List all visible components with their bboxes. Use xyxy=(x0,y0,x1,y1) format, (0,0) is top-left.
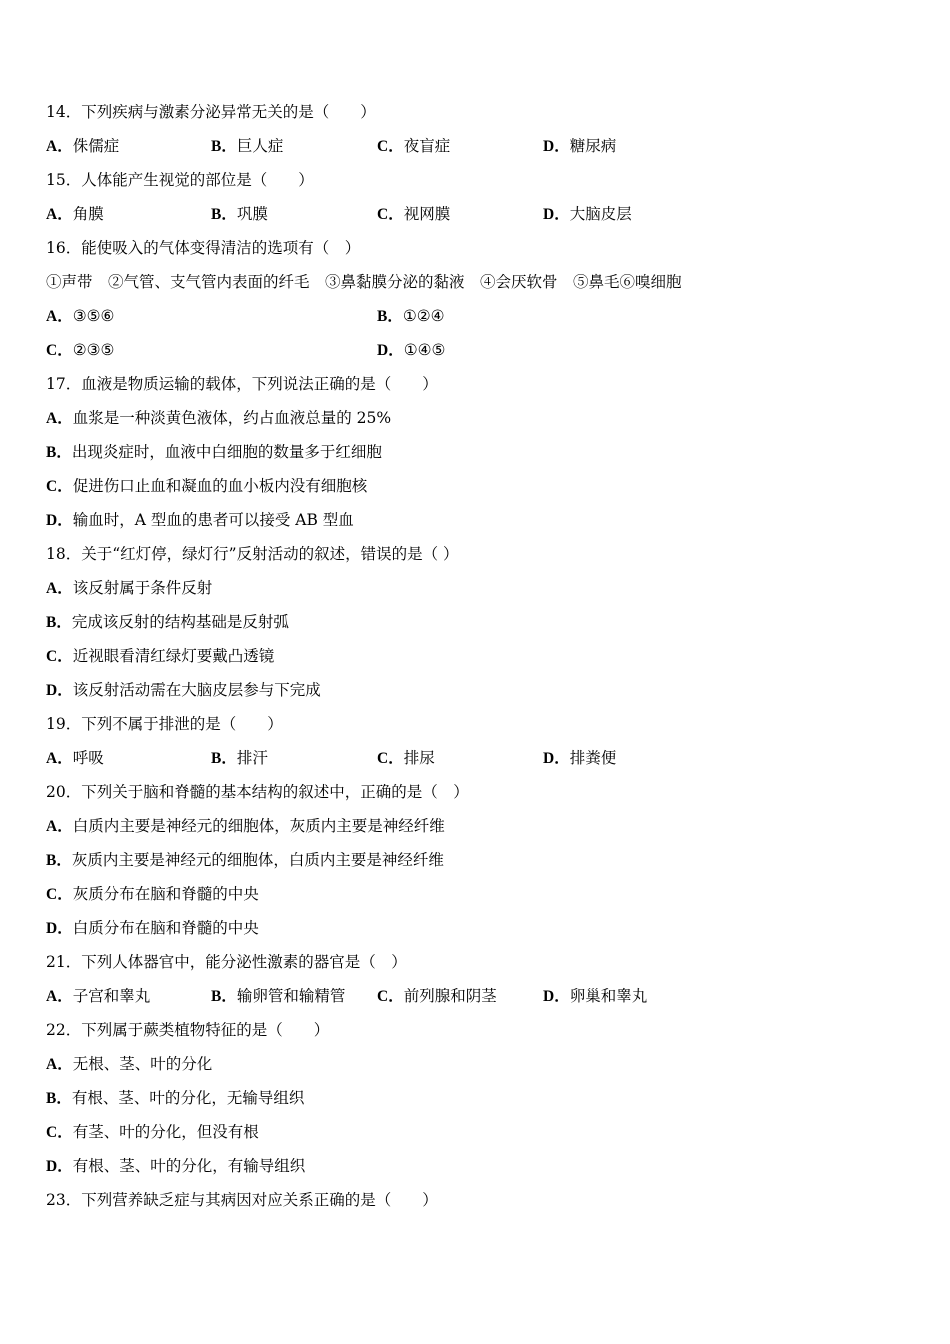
option-d: D．白质分布在脑和脊髓的中央 xyxy=(46,919,259,937)
question-21-stem: 21．下列人体器官中，能分泌性激素的器官是（ ） xyxy=(46,953,407,971)
question-22-stem: 22．下列属于蕨类植物特征的是（ ） xyxy=(46,1021,330,1039)
option-b: B．完成该反射的结构基础是反射弧 xyxy=(46,613,289,631)
question-16-items: ①声带 ②气管、支气管内表面的纤毛 ③鼻黏膜分泌的黏液 ④会厌软骨 ⑤鼻毛⑥嗅细胞 xyxy=(46,273,682,291)
option-d: D．卵巢和睾丸 xyxy=(543,987,648,1005)
question-19-stem: 19．下列不属于排泄的是（ ） xyxy=(46,715,283,733)
option-d: D．①④⑤ xyxy=(377,341,446,359)
option-d: D．该反射活动需在大脑皮层参与下完成 xyxy=(46,681,321,699)
option-a: A．呼吸 xyxy=(46,749,104,767)
option-d: D．糖尿病 xyxy=(543,137,617,155)
option-a: A．③⑤⑥ xyxy=(46,307,115,325)
option-a: A．侏儒症 xyxy=(46,137,120,155)
question-20-stem: 20．下列关于脑和脊髓的基本结构的叙述中，正确的是（ ） xyxy=(46,783,469,801)
question-23-stem: 23．下列营养缺乏症与其病因对应关系正确的是（ ） xyxy=(46,1191,438,1209)
option-c: C．促进伤口止血和凝血的血小板内没有细胞核 xyxy=(46,477,368,495)
question-15-stem: 15．人体能产生视觉的部位是（ ） xyxy=(46,171,314,189)
option-a: A．血浆是一种淡黄色液体，约占血液总量的 25% xyxy=(46,409,392,427)
option-b: B．有根、茎、叶的分化，无输导组织 xyxy=(46,1089,305,1107)
option-b: B．出现炎症时，血液中白细胞的数量多于红细胞 xyxy=(46,443,382,461)
option-b: B．排汗 xyxy=(211,749,268,767)
option-c: C．排尿 xyxy=(377,749,435,767)
option-c: C．前列腺和阴茎 xyxy=(377,987,497,1005)
option-b: B．巨人症 xyxy=(211,137,284,155)
option-b: B．输卵管和输精管 xyxy=(211,987,346,1005)
question-17-stem: 17．血液是物质运输的载体，下列说法正确的是（ ） xyxy=(46,375,438,393)
option-a: A．角膜 xyxy=(46,205,104,223)
option-a: A．该反射属于条件反射 xyxy=(46,579,213,597)
option-a: A．子宫和睾丸 xyxy=(46,987,151,1005)
option-c: C．有茎、叶的分化，但没有根 xyxy=(46,1123,259,1141)
option-c: C．灰质分布在脑和脊髓的中央 xyxy=(46,885,259,903)
question-16-stem: 16．能使吸入的气体变得清洁的选项有（ ） xyxy=(46,239,361,257)
question-18-stem: 18．关于“红灯停，绿灯行”反射活动的叙述，错误的是（ ） xyxy=(46,545,459,563)
option-b: B．灰质内主要是神经元的细胞体，白质内主要是神经纤维 xyxy=(46,851,444,869)
option-d: D．排粪便 xyxy=(543,749,617,767)
question-14-stem: 14．下列疾病与激素分泌异常无关的是（ ） xyxy=(46,103,376,121)
option-c: C．②③⑤ xyxy=(46,341,115,359)
option-c: C．视网膜 xyxy=(377,205,451,223)
option-a: A．白质内主要是神经元的细胞体，灰质内主要是神经纤维 xyxy=(46,817,445,835)
option-c: C．近视眼看清红绿灯要戴凸透镜 xyxy=(46,647,275,665)
option-c: C．夜盲症 xyxy=(377,137,451,155)
option-a: A．无根、茎、叶的分化 xyxy=(46,1055,213,1073)
option-b: B．①②④ xyxy=(377,307,445,325)
option-d: D．有根、茎、叶的分化，有输导组织 xyxy=(46,1157,306,1175)
option-b: B．巩膜 xyxy=(211,205,268,223)
option-d: D．输血时，A 型血的患者可以接受 AB 型血 xyxy=(46,511,354,529)
option-d: D．大脑皮层 xyxy=(543,205,632,223)
